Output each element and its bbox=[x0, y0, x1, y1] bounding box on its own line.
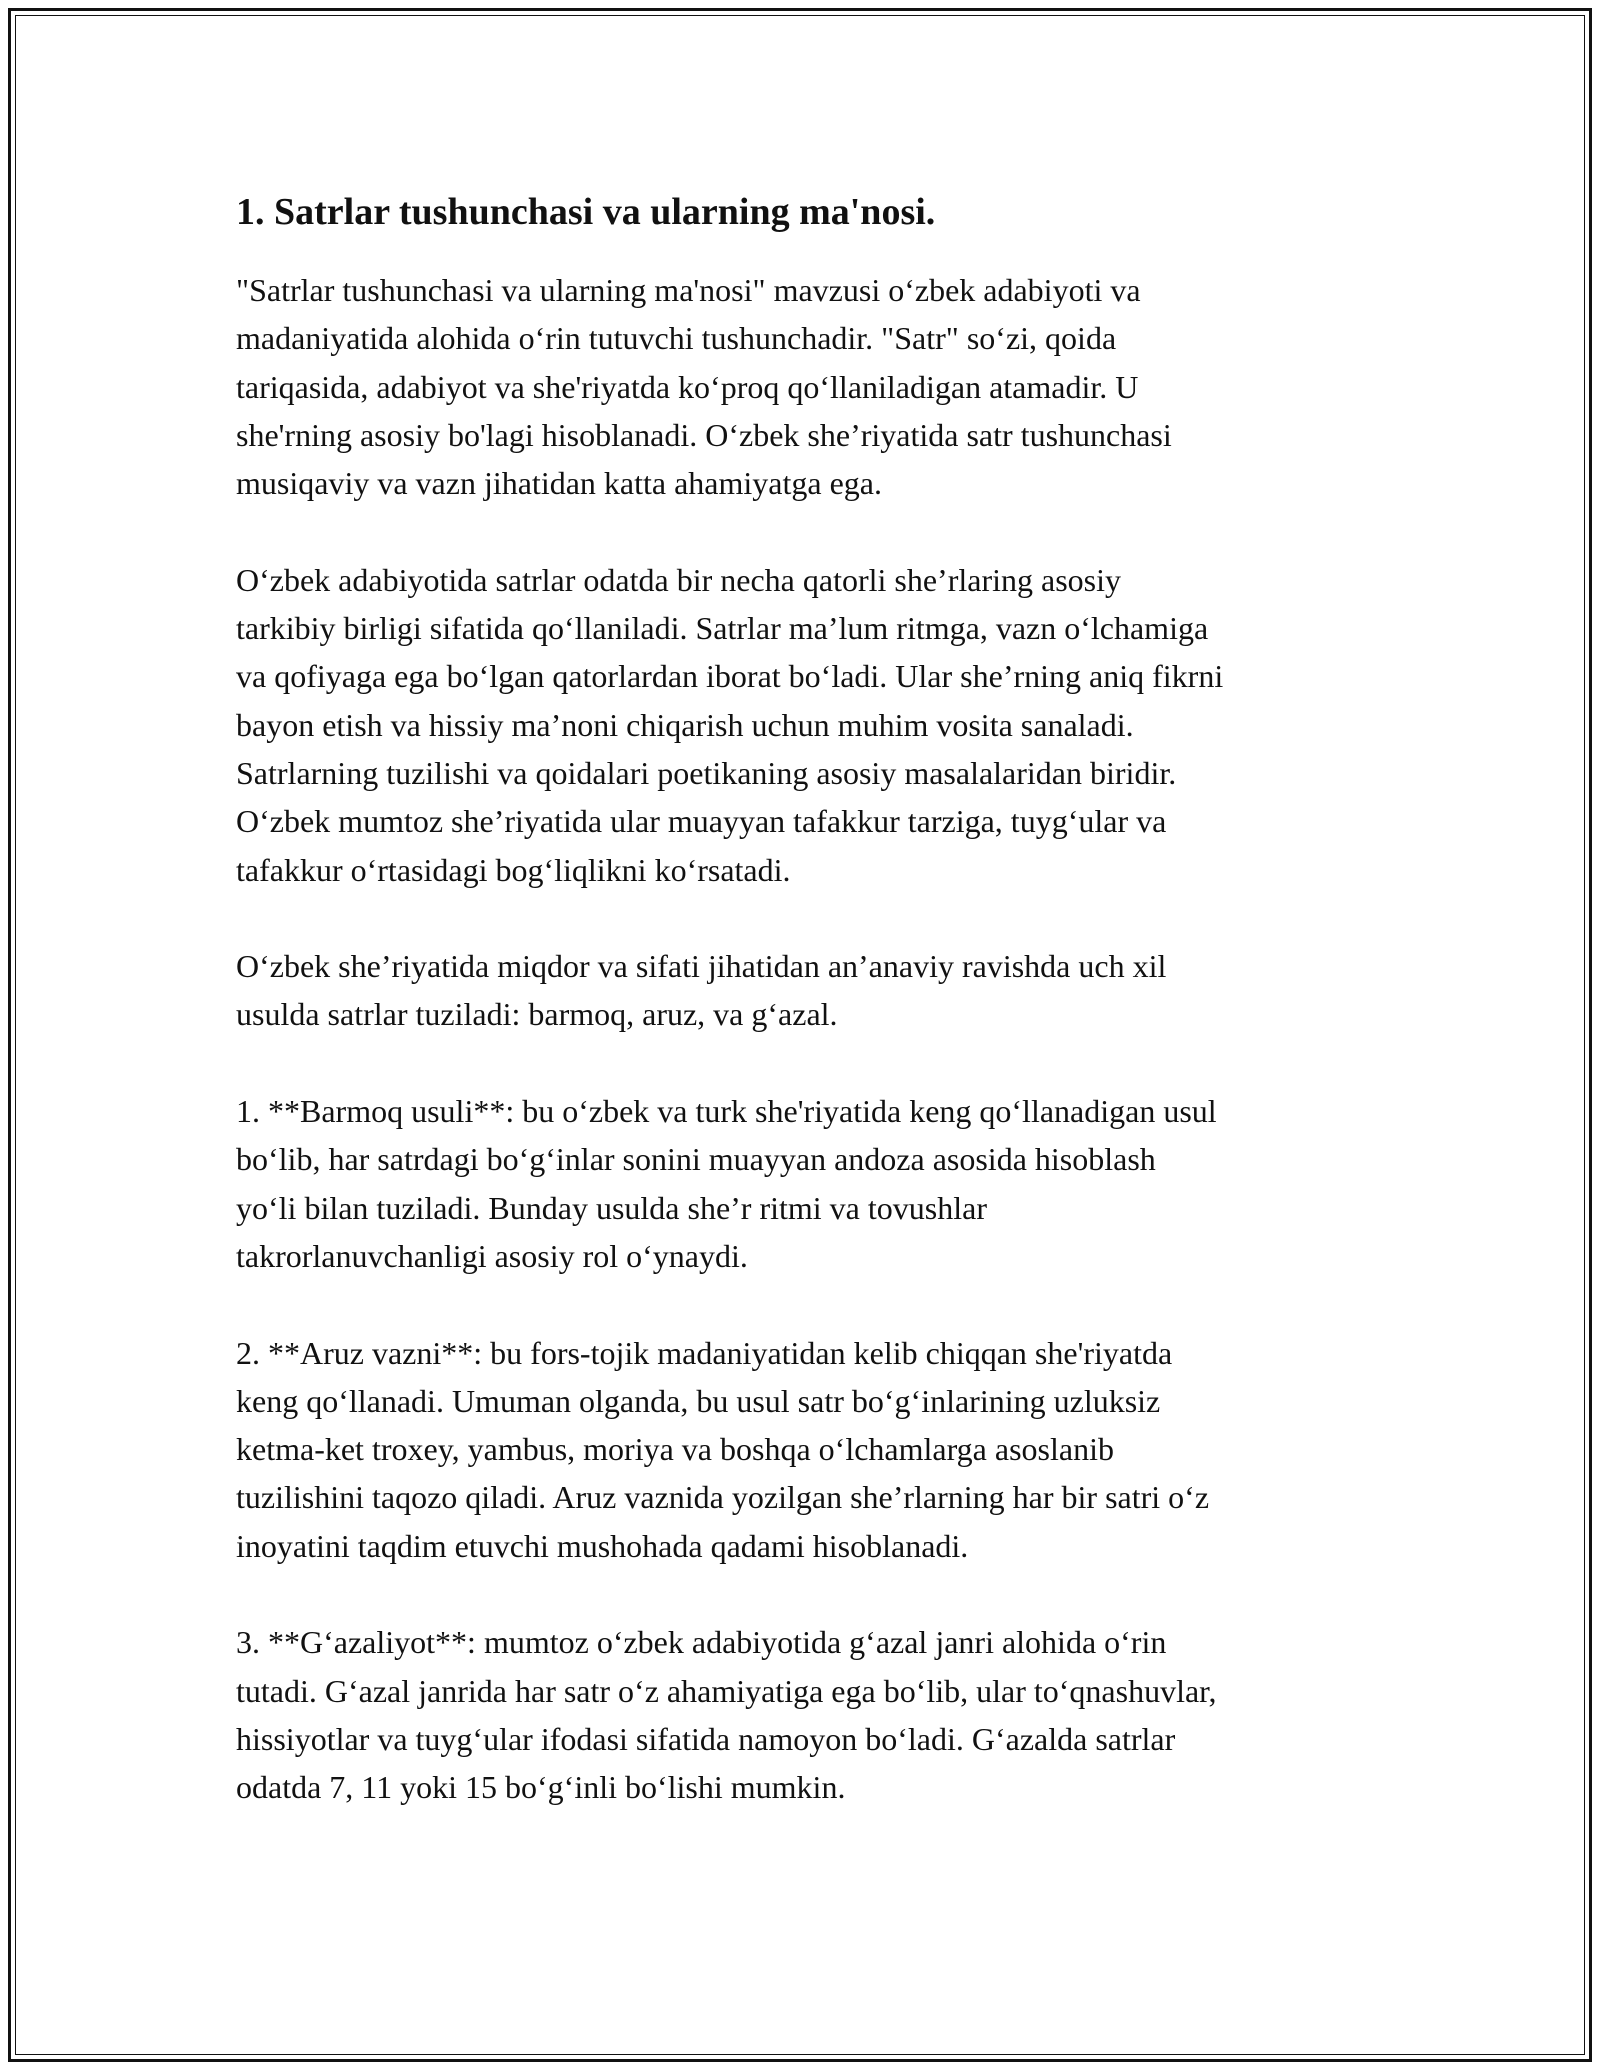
section-heading: 1. Satrlar tushunchasi va ularning ma'nosi. bbox=[236, 191, 936, 233]
paragraph-gazaliyot: 3. **G‘azaliyot**: mumtoz o‘zbek adabiyotida g‘azal janri alohida o‘rin tutadi. G‘azal janrida har satr o‘z ahamiyatiga ega bo‘lib, ular to‘qnashuvlar, hissiyotlar va tuyg‘ular ifodasi sifatida namoyon bo‘ladi. G‘azalda satrlar odatda 7, 11 yoki 15 bo‘g‘inli bo‘lishi mumkin. bbox=[236, 1624, 1217, 1806]
paragraph-methods: O‘zbek she’riyatida miqdor va sifati jihatidan an’anaviy ravishda uch xil usulda satrlar tuziladi: barmoq, aruz, va g‘azal. bbox=[236, 948, 1167, 1033]
paragraph-aruz: 2. **Aruz vazni**: bu fors-tojik madaniyatidan kelib chiqqan she'riyatda keng qo‘llanadi. Umuman olganda, bu usul satr bo‘g‘inlarining uzluksiz ketma-ket troxey, yambus, moriya va boshqa o‘lchamlarga asoslanib tuzilishini taqozo qiladi. Aruz vaznida yozilgan she’rlarning har bir satri o‘z inoyatini taqdim etuvchi mushohada qadami hisoblanadi. bbox=[236, 1334, 1210, 1564]
paragraph-structure: O‘zbek adabiyotida satrlar odatda bir necha qatorli she’rlaring asosiy tarkibiy birligi sifatida qo‘llaniladi. Satrlar ma’lum ritmga, vazn o‘lchamiga va qofiyaga ega bo‘lgan qatorlardan iborat bo‘ladi. Ular she’rning aniq fikrni bayon etish va hissiy ma’noni chiqarish uchun muhim vosita sanaladi. Satrlarning tuzilishi va qoidalari poetikaning asosiy masalalaridan biridir. O‘zbek mumtoz she’riyatida ular muayyan tafakkur tarziga, tuyg‘ular va tafakkur o‘rtasidagi bog‘liqlikni ko‘rsatadi. bbox=[236, 561, 1224, 888]
paragraph-intro: "Satrlar tushunchasi va ularning ma'nosi" mavzusi o‘zbek adabiyoti va madaniyatida alohida o‘rin tutuvchi tushunchadir. "Satr" so‘zi, qoida tariqasida, adabiyot va she'riyatda ko‘proq qo‘llaniladigan atamadir. U she'rning asosiy bo'lagi hisoblanadi. O‘zbek she’riyatida satr tushunchasi musiqaviy va vazn jihatidan katta ahamiyatga ega. bbox=[236, 272, 1172, 502]
paragraph-barmoq: 1. **Barmoq usuli**: bu o‘zbek va turk she'riyatida keng qo‘llanadigan usul bo‘lib, har satrdagi bo‘g‘inlar sonini muayyan andoza asosida hisoblash yo‘li bilan tuziladi. Bunday usulda she’r ritmi va tovushlar takrorlanuvchanligi asosiy rol o‘ynaydi. bbox=[236, 1093, 1217, 1274]
document-body bbox=[236, 186, 1366, 1860]
